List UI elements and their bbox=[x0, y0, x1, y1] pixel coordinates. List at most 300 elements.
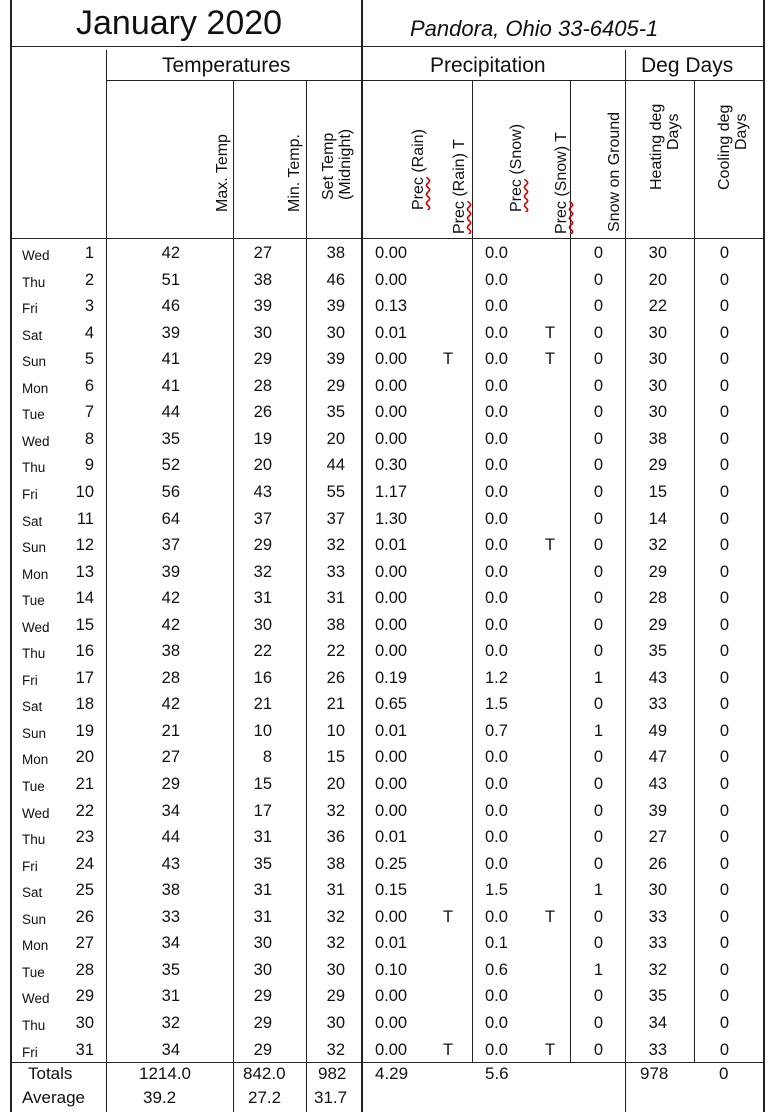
heating-cell: 27 bbox=[648, 828, 667, 847]
min-temp-cell: 26 bbox=[253, 403, 272, 422]
prec-rain-cell: 0.25 bbox=[375, 854, 408, 873]
page-title: January 2020 bbox=[76, 4, 283, 42]
day-cell: Tue bbox=[22, 964, 45, 980]
cooling-cell: 0 bbox=[719, 828, 729, 847]
max-temp-cell: 32 bbox=[161, 1013, 180, 1032]
rule-groups-bottom bbox=[106, 80, 765, 81]
set-temp-cell: 31 bbox=[326, 589, 345, 608]
prec-snow-cell: 0.0 bbox=[485, 987, 508, 1006]
min-temp-cell: 16 bbox=[253, 668, 272, 687]
prec-rain-cell: 0.00 bbox=[375, 748, 408, 767]
col-heating-deg-days: Heating deg Days bbox=[648, 103, 682, 190]
prec-rain-cell: 0.65 bbox=[375, 695, 408, 714]
set-temp-cell: 31 bbox=[326, 881, 345, 900]
day-cell: Mon bbox=[22, 380, 49, 396]
day-cell: Thu bbox=[22, 460, 46, 476]
set-temp-cell: 35 bbox=[326, 403, 345, 422]
max-temp-cell: 44 bbox=[161, 403, 180, 422]
min-temp-cell: 29 bbox=[253, 536, 272, 555]
group-precipitation: Precipitation bbox=[430, 54, 546, 77]
heating-cell: 32 bbox=[648, 960, 667, 979]
date-cell: 25 bbox=[75, 881, 94, 900]
set-temp-cell: 32 bbox=[326, 907, 345, 926]
totals-min: 842.0 bbox=[243, 1064, 286, 1083]
snow-ground-cell: 0 bbox=[593, 270, 603, 289]
heating-cell: 30 bbox=[648, 350, 667, 369]
heating-cell: 22 bbox=[648, 297, 667, 316]
prec-snow-cell: 0.0 bbox=[485, 589, 508, 608]
frame-right-line bbox=[763, 0, 765, 1112]
set-temp-cell: 21 bbox=[326, 695, 345, 714]
average-min: 27.2 bbox=[248, 1088, 282, 1107]
prec-rain-cell: 0.00 bbox=[375, 642, 408, 661]
date-cell: 6 bbox=[84, 376, 94, 395]
day-cell: Mon bbox=[22, 938, 49, 954]
prec-snow-cell: 0.0 bbox=[485, 376, 508, 395]
prec-snow-cell: 0.0 bbox=[485, 323, 508, 342]
cooling-cell: 0 bbox=[719, 244, 729, 262]
heating-cell: 32 bbox=[648, 536, 667, 555]
prec-snow-cell: 0.0 bbox=[485, 536, 508, 555]
rain-trace-cell: T bbox=[443, 350, 454, 369]
average-label: Average bbox=[22, 1088, 86, 1107]
snow-ground-cell: 0 bbox=[593, 748, 603, 767]
heating-cell: 30 bbox=[648, 881, 667, 900]
min-temp-cell: 35 bbox=[253, 854, 272, 873]
prec-rain-cell: 0.00 bbox=[375, 244, 408, 262]
prec-snow-cell: 0.0 bbox=[485, 854, 508, 873]
max-temp-cell: 51 bbox=[161, 270, 180, 289]
prec-rain-cell: 0.00 bbox=[375, 1013, 408, 1032]
divider-snow bbox=[472, 80, 473, 1062]
cooling-cell: 0 bbox=[719, 429, 729, 448]
set-temp-cell: 38 bbox=[326, 854, 345, 873]
min-temp-cell: 39 bbox=[253, 297, 272, 316]
average-set: 31.7 bbox=[314, 1088, 348, 1107]
rule-header-bottom bbox=[10, 238, 765, 239]
min-temp-cell: 38 bbox=[253, 270, 272, 289]
heating-cell: 29 bbox=[648, 562, 667, 581]
cooling-cell: 0 bbox=[719, 695, 729, 714]
prec-rain-cell: 1.17 bbox=[375, 482, 408, 501]
col-min-temp: Min. Temp. bbox=[286, 134, 303, 212]
day-cell: Fri bbox=[22, 1044, 38, 1060]
prec-snow-cell: 0.6 bbox=[485, 960, 508, 979]
max-temp-cell: 41 bbox=[161, 350, 180, 369]
set-temp-cell: 38 bbox=[326, 615, 345, 634]
date-cell: 19 bbox=[75, 721, 94, 740]
heating-cell: 29 bbox=[648, 615, 667, 634]
totals-heating: 978 bbox=[640, 1064, 669, 1083]
set-temp-cell: 32 bbox=[326, 1040, 345, 1059]
set-temp-cell: 55 bbox=[326, 482, 345, 501]
col-max-temp: Max. Temp bbox=[214, 134, 231, 212]
snow-ground-cell: 0 bbox=[593, 775, 603, 793]
max-temp-cell: 42 bbox=[161, 695, 180, 714]
date-cell: 16 bbox=[75, 642, 94, 661]
date-cell: 9 bbox=[84, 456, 94, 475]
set-temp-cell: 39 bbox=[326, 297, 345, 316]
day-cell: Wed bbox=[22, 805, 50, 821]
max-temp-cell: 42 bbox=[161, 615, 180, 634]
prec-snow-cell: 0.0 bbox=[485, 1040, 508, 1059]
snow-ground-cell: 0 bbox=[593, 934, 603, 953]
max-temp-cell: 64 bbox=[161, 509, 180, 528]
cooling-cell: 0 bbox=[719, 987, 729, 1006]
min-temp-cell: 31 bbox=[253, 907, 272, 926]
prec-rain-cell: 0.19 bbox=[375, 668, 408, 687]
totals-max: 1214.0 bbox=[139, 1064, 191, 1083]
set-temp-cell: 30 bbox=[326, 1013, 345, 1032]
min-temp-cell: 30 bbox=[253, 323, 272, 342]
max-temp-cell: 39 bbox=[161, 323, 180, 342]
snow-trace-cell: T bbox=[545, 907, 556, 926]
cooling-cell: 0 bbox=[719, 1013, 729, 1032]
date-cell: 12 bbox=[75, 536, 94, 555]
prec-rain-cell: 0.00 bbox=[375, 429, 408, 448]
prec-rain-cell: 0.00 bbox=[375, 350, 408, 369]
date-cell: 24 bbox=[75, 854, 94, 873]
min-temp-cell: 21 bbox=[253, 695, 272, 714]
prec-rain-cell: 0.01 bbox=[375, 721, 408, 740]
prec-snow-cell: 1.2 bbox=[485, 668, 508, 687]
date-cell: 7 bbox=[84, 403, 94, 422]
prec-snow-cell: 0.0 bbox=[485, 748, 508, 767]
set-temp-cell: 44 bbox=[326, 456, 345, 475]
min-temp-cell: 19 bbox=[253, 429, 272, 448]
min-temp-cell: 29 bbox=[253, 1040, 272, 1059]
col-prec-rain: Prec (Rain) bbox=[410, 129, 427, 210]
cooling-cell: 0 bbox=[719, 1040, 729, 1059]
min-temp-cell: 37 bbox=[253, 509, 272, 528]
prec-rain-cell: 0.00 bbox=[375, 403, 408, 422]
snow-ground-cell: 0 bbox=[593, 536, 603, 555]
snow-ground-cell: 0 bbox=[593, 695, 603, 714]
min-temp-cell: 30 bbox=[253, 615, 272, 634]
set-temp-cell: 36 bbox=[326, 828, 345, 847]
prec-rain-cell: 0.00 bbox=[375, 775, 408, 793]
day-cell: Tue bbox=[22, 407, 45, 423]
min-temp-cell: 31 bbox=[253, 589, 272, 608]
day-cell: Tue bbox=[22, 593, 45, 609]
prec-rain-cell: 0.30 bbox=[375, 456, 408, 475]
prec-rain-cell: 0.00 bbox=[375, 1040, 408, 1059]
day-cell: Wed bbox=[22, 619, 50, 635]
day-cell: Sun bbox=[22, 911, 47, 927]
max-temp-cell: 39 bbox=[161, 562, 180, 581]
set-temp-cell: 38 bbox=[326, 244, 345, 262]
snow-ground-cell: 0 bbox=[593, 429, 603, 448]
snow-ground-cell: 0 bbox=[593, 456, 603, 475]
heating-cell: 49 bbox=[648, 721, 667, 740]
set-temp-cell: 22 bbox=[326, 642, 345, 661]
day-cell: Sat bbox=[22, 885, 43, 901]
day-cell: Sat bbox=[22, 327, 43, 343]
snow-ground-cell: 0 bbox=[593, 403, 603, 422]
date-cell: 30 bbox=[75, 1013, 94, 1032]
totals-set: 982 bbox=[318, 1064, 347, 1083]
prec-rain-cell: 0.10 bbox=[375, 960, 408, 979]
min-temp-cell: 30 bbox=[253, 960, 272, 979]
cooling-cell: 0 bbox=[719, 748, 729, 767]
cooling-cell: 0 bbox=[719, 350, 729, 369]
set-temp-cell: 32 bbox=[326, 801, 345, 820]
set-temp-cell: 20 bbox=[326, 775, 345, 793]
heating-cell: 39 bbox=[648, 801, 667, 820]
totals-cooling: 0 bbox=[719, 1064, 729, 1083]
prec-snow-cell: 0.0 bbox=[485, 456, 508, 475]
snow-ground-cell: 0 bbox=[593, 589, 603, 608]
cooling-cell: 0 bbox=[719, 403, 729, 422]
snow-ground-cell: 0 bbox=[593, 642, 603, 661]
prec-snow-cell: 0.0 bbox=[485, 403, 508, 422]
totals-rain: 4.29 bbox=[375, 1064, 409, 1083]
max-temp-cell: 42 bbox=[161, 589, 180, 608]
prec-rain-cell: 0.01 bbox=[375, 828, 408, 847]
snow-ground-cell: 0 bbox=[593, 828, 603, 847]
day-cell: Wed bbox=[22, 991, 50, 1007]
date-cell: 15 bbox=[75, 615, 94, 634]
snow-trace-cell: T bbox=[545, 1040, 556, 1059]
snow-ground-cell: 0 bbox=[593, 350, 603, 369]
rain-trace-cell: T bbox=[443, 907, 454, 926]
set-temp-cell: 32 bbox=[326, 536, 345, 555]
prec-snow-cell: 0.0 bbox=[485, 615, 508, 634]
prec-snow-cell: 0.0 bbox=[485, 828, 508, 847]
max-temp-cell: 33 bbox=[161, 907, 180, 926]
prec-snow-cell: 0.0 bbox=[485, 642, 508, 661]
day-cell: Sun bbox=[22, 725, 47, 741]
prec-rain-cell: 0.00 bbox=[375, 376, 408, 395]
max-temp-cell: 43 bbox=[161, 854, 180, 873]
max-temp-cell: 41 bbox=[161, 376, 180, 395]
day-cell: Sat bbox=[22, 699, 43, 715]
min-temp-cell: 22 bbox=[253, 642, 272, 661]
heating-cell: 33 bbox=[648, 934, 667, 953]
snow-ground-cell: 0 bbox=[593, 562, 603, 581]
prec-snow-cell: 0.0 bbox=[485, 509, 508, 528]
max-temp-cell: 37 bbox=[161, 536, 180, 555]
snow-trace-cell: T bbox=[545, 350, 556, 369]
col-snow-on-ground: Snow on Ground bbox=[606, 111, 623, 232]
max-temp-cell: 42 bbox=[161, 244, 180, 262]
prec-rain-cell: 0.00 bbox=[375, 987, 408, 1006]
col-prec-rain-t: Prec (Rain) T bbox=[451, 139, 468, 234]
cooling-cell: 0 bbox=[719, 270, 729, 289]
max-temp-cell: 34 bbox=[161, 934, 180, 953]
heating-cell: 35 bbox=[648, 987, 667, 1006]
day-cell: Sun bbox=[22, 540, 47, 556]
snow-ground-cell: 0 bbox=[593, 854, 603, 873]
col-prec-snow-t: Prec (Snow) T bbox=[553, 132, 570, 234]
prec-rain-cell: 0.00 bbox=[375, 615, 408, 634]
min-temp-cell: 28 bbox=[253, 376, 272, 395]
min-temp-cell: 43 bbox=[253, 482, 272, 501]
divider-degdays bbox=[625, 50, 626, 1112]
min-temp-cell: 31 bbox=[253, 881, 272, 900]
snow-trace-cell: T bbox=[545, 323, 556, 342]
date-cell: 27 bbox=[75, 934, 94, 953]
cooling-cell: 0 bbox=[719, 775, 729, 793]
max-temp-cell: 35 bbox=[161, 960, 180, 979]
heating-cell: 43 bbox=[648, 668, 667, 687]
day-cell: Wed bbox=[22, 433, 50, 449]
date-cell: 29 bbox=[75, 987, 94, 1006]
date-cell: 2 bbox=[84, 270, 94, 289]
heating-cell: 29 bbox=[648, 456, 667, 475]
prec-snow-cell: 0.0 bbox=[485, 429, 508, 448]
group-temperatures: Temperatures bbox=[162, 54, 291, 77]
day-cell: Fri bbox=[22, 672, 38, 688]
date-cell: 26 bbox=[75, 907, 94, 926]
snow-ground-cell: 0 bbox=[593, 801, 603, 820]
heating-cell: 38 bbox=[648, 429, 667, 448]
day-cell: Mon bbox=[22, 566, 49, 582]
snow-ground-cell: 0 bbox=[593, 907, 603, 926]
heating-cell: 30 bbox=[648, 403, 667, 422]
cooling-cell: 0 bbox=[719, 668, 729, 687]
prec-rain-cell: 0.00 bbox=[375, 589, 408, 608]
cooling-cell: 0 bbox=[719, 536, 729, 555]
station-name: Pandora, Ohio 33-6405-1 bbox=[410, 16, 659, 41]
max-temp-cell: 34 bbox=[161, 801, 180, 820]
heating-cell: 33 bbox=[648, 1040, 667, 1059]
col-set-temp: Set Temp (Midnight) bbox=[320, 128, 354, 200]
set-temp-cell: 33 bbox=[326, 562, 345, 581]
snow-ground-cell: 0 bbox=[593, 987, 603, 1006]
cooling-cell: 0 bbox=[719, 482, 729, 501]
heating-cell: 30 bbox=[648, 244, 667, 262]
min-temp-cell: 17 bbox=[253, 801, 272, 820]
snow-ground-cell: 0 bbox=[593, 1013, 603, 1032]
set-temp-cell: 46 bbox=[326, 270, 345, 289]
day-cell: Sun bbox=[22, 354, 47, 370]
cooling-cell: 0 bbox=[719, 562, 729, 581]
date-cell: 1 bbox=[84, 244, 94, 262]
min-temp-cell: 27 bbox=[253, 244, 272, 262]
heating-cell: 34 bbox=[648, 1013, 667, 1032]
date-cell: 3 bbox=[84, 297, 94, 316]
day-cell: Thu bbox=[22, 646, 46, 662]
prec-rain-cell: 0.01 bbox=[375, 323, 408, 342]
prec-rain-cell: 0.15 bbox=[375, 881, 408, 900]
max-temp-cell: 56 bbox=[161, 482, 180, 501]
prec-snow-cell: 0.0 bbox=[485, 775, 508, 793]
snow-trace-cell: T bbox=[545, 536, 556, 555]
set-temp-cell: 10 bbox=[326, 721, 345, 740]
snow-ground-cell: 1 bbox=[593, 668, 603, 687]
min-temp-cell: 8 bbox=[262, 748, 272, 767]
prec-snow-cell: 0.0 bbox=[485, 350, 508, 369]
min-temp-cell: 29 bbox=[253, 987, 272, 1006]
prec-snow-cell: 0.0 bbox=[485, 270, 508, 289]
day-cell: Tue bbox=[22, 779, 45, 794]
prec-snow-cell: 0.0 bbox=[485, 244, 508, 262]
prec-rain-cell: 0.00 bbox=[375, 270, 408, 289]
cooling-cell: 0 bbox=[719, 456, 729, 475]
max-temp-cell: 38 bbox=[161, 642, 180, 661]
date-cell: 31 bbox=[75, 1040, 94, 1059]
set-temp-cell: 20 bbox=[326, 429, 345, 448]
cooling-cell: 0 bbox=[719, 881, 729, 900]
prec-rain-cell: 0.00 bbox=[375, 801, 408, 820]
totals-snow: 5.6 bbox=[485, 1064, 509, 1083]
max-temp-cell: 38 bbox=[161, 881, 180, 900]
day-cell: Thu bbox=[22, 1017, 46, 1033]
prec-rain-cell: 1.30 bbox=[375, 509, 408, 528]
date-cell: 22 bbox=[75, 801, 94, 820]
max-temp-cell: 28 bbox=[161, 668, 180, 687]
snow-ground-cell: 1 bbox=[593, 721, 603, 740]
heating-cell: 14 bbox=[648, 509, 667, 528]
min-temp-cell: 32 bbox=[253, 562, 272, 581]
min-temp-cell: 29 bbox=[253, 350, 272, 369]
prec-snow-cell: 0.1 bbox=[485, 934, 508, 953]
set-temp-cell: 15 bbox=[326, 748, 345, 767]
heating-cell: 47 bbox=[648, 748, 667, 767]
snow-ground-cell: 0 bbox=[593, 1040, 603, 1059]
set-temp-cell: 32 bbox=[326, 934, 345, 953]
divider-label-col bbox=[106, 50, 107, 1112]
date-cell: 20 bbox=[75, 748, 94, 767]
cooling-cell: 0 bbox=[719, 323, 729, 342]
prec-rain-cell: 0.00 bbox=[375, 562, 408, 581]
divider-min bbox=[233, 80, 234, 1112]
day-cell: Fri bbox=[22, 486, 38, 502]
date-cell: 10 bbox=[75, 482, 94, 501]
prec-snow-cell: 0.7 bbox=[485, 721, 508, 740]
cooling-cell: 0 bbox=[719, 589, 729, 608]
snow-ground-cell: 0 bbox=[593, 376, 603, 395]
divider-ground bbox=[570, 80, 571, 1062]
day-cell: Thu bbox=[22, 832, 46, 848]
snow-ground-cell: 0 bbox=[593, 615, 603, 634]
max-temp-cell: 29 bbox=[161, 775, 180, 793]
group-deg-days: Deg Days bbox=[641, 54, 734, 77]
set-temp-cell: 39 bbox=[326, 350, 345, 369]
prec-rain-cell: 0.00 bbox=[375, 907, 408, 926]
min-temp-cell: 15 bbox=[253, 775, 272, 793]
snow-ground-cell: 0 bbox=[593, 482, 603, 501]
frame-left-line bbox=[10, 0, 12, 1112]
col-cooling-deg-days: Cooling deg Days bbox=[716, 104, 750, 190]
heating-cell: 28 bbox=[648, 589, 667, 608]
set-temp-cell: 29 bbox=[326, 376, 345, 395]
set-temp-cell: 37 bbox=[326, 509, 345, 528]
totals-label: Totals bbox=[28, 1064, 73, 1083]
min-temp-cell: 10 bbox=[253, 721, 272, 740]
day-cell: Thu bbox=[22, 274, 46, 290]
cooling-cell: 0 bbox=[719, 642, 729, 661]
divider-set bbox=[306, 80, 307, 1112]
max-temp-cell: 34 bbox=[161, 1040, 180, 1059]
cooling-cell: 0 bbox=[719, 615, 729, 634]
divider-cooling bbox=[694, 80, 695, 1062]
min-temp-cell: 20 bbox=[253, 456, 272, 475]
max-temp-cell: 31 bbox=[161, 987, 180, 1006]
cooling-cell: 0 bbox=[719, 297, 729, 316]
divider-title bbox=[361, 0, 363, 1112]
heating-cell: 30 bbox=[648, 323, 667, 342]
cooling-cell: 0 bbox=[719, 801, 729, 820]
set-temp-cell: 26 bbox=[326, 668, 345, 687]
set-temp-cell: 29 bbox=[326, 987, 345, 1006]
max-temp-cell: 27 bbox=[161, 748, 180, 767]
prec-rain-cell: 0.13 bbox=[375, 297, 408, 316]
heating-cell: 30 bbox=[648, 376, 667, 395]
rule-body-bottom bbox=[10, 1062, 765, 1063]
date-cell: 11 bbox=[76, 509, 94, 528]
